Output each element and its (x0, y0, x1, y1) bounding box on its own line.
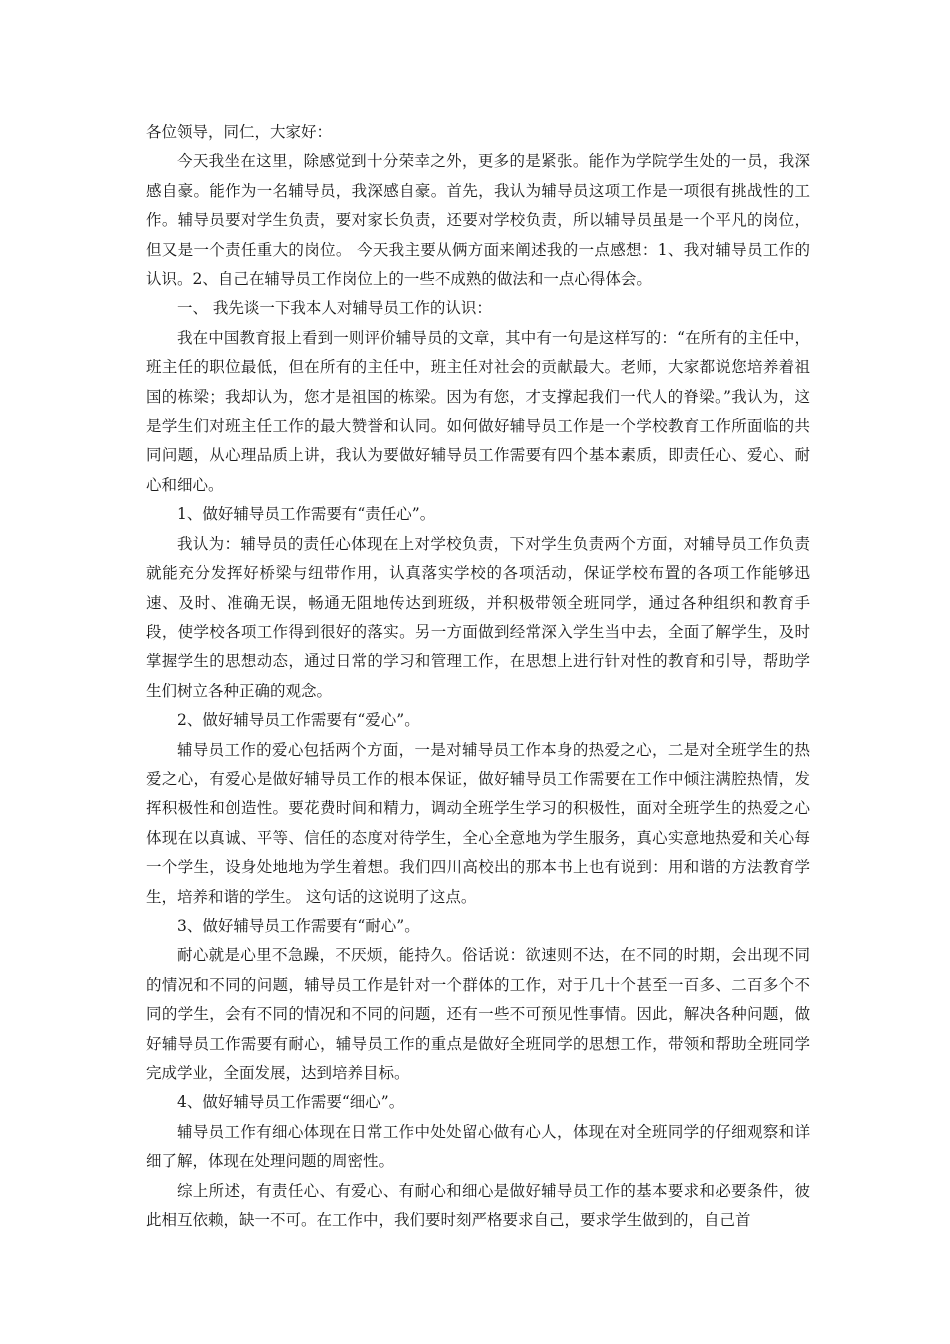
summary-paragraph: 综上所述，有责任心、有爱心、有耐心和细心是做好辅导员工作的基本要求和必要条件，彼此相互依赖，缺一不可。在工作中，我们要时刻严格要求自己，要求学生做到的，自己首 (146, 1181, 810, 1230)
body-paragraph: 辅导员工作有细心体现在日常工作中处处留心做有心人，体现在对全班同学的仔细观察和详细了解，体现在处理问题的周密性。 (146, 1122, 810, 1171)
body-paragraph: 我认为：辅导员的责任心体现在上对学校负责，下对学生负责两个方面，对辅导员工作负责就能充分发挥好桥梁与纽带作用，认真落实学校的各项活动，保证学校布置的各项工作能够迅速、及时、准确无误，畅通无阻地传达到班级，并积极带领全班同学，通过各种组织和教育手段，使学校各项工作得到很好的落实。另一方面做到经常深入学生当中去，全面了解学生，及时掌握学生的思想动态，通过日常的学习和管理工作，在思想上进行针对性的教育和引导，帮助学生们树立各种正确的观念。 (146, 534, 810, 700)
intro-paragraph: 今天我坐在这里，除感觉到十分荣幸之外，更多的是紧张。能作为学院学生处的一员，我深感自豪。能作为一名辅导员，我深感自豪。首先，我认为辅导员这项工作是一项很有挑战性的工作。辅导员要对学生负责，要对家长负责，还要对学校负责，所以辅导员虽是一个平凡的岗位，但又是一个责任重大的岗位。 今天我主要从俩方面来阐述我的一点感想：1、我对辅导员工作的认识。2、自己在辅导员工作岗位上的一些不成熟的做法和一点心得体会。 (146, 152, 810, 289)
subheading-patience: 3、做好辅导员工作需要有“耐心”。 (177, 916, 420, 935)
subheading-carefulness: 4、做好辅导员工作需要“细心”。 (177, 1093, 405, 1112)
document-page (146, 118, 810, 1235)
body-paragraph: 耐心就是心里不急躁，不厌烦，能持久。俗话说：欲速则不达，在不同的时期，会出现不同的情况和不同的问题，辅导员工作是针对一个群体的工作，对于几十个甚至一百多、二百多个不同的学生，会有不同的情况和不同的问题，还有一些不可预见性事情。因此，解决各种问题，做好辅导员工作需要有耐心，辅导员工作的重点是做好全班同学的思想工作，带领和帮助全班同学完成学业，全面发展，达到培养目标。 (146, 946, 810, 1082)
greeting: 各位领导，同仁，大家好： (146, 123, 333, 141)
body-paragraph: 我在中国教育报上看到一则评价辅导员的文章，其中有一句是这样写的：“在所有的主任中，班主任的职位最低，但在所有的主任中，班主任对社会的贡献最大。老师，大家都说您培养着祖国的栋梁；我却认为，您才是祖国的栋梁。因为有您，才支撑起我们一代人的脊梁。”我认为，这是学生们对班主任工作的最大赞誉和认同。如何做好辅导员工作是一个学校教育工作所面临的共同问题，从心理品质上讲，我认为要做好辅导员工作需要有四个基本素质，即责任心、爱心、耐心和细心。 (146, 328, 810, 494)
subheading-responsibility: 1、做好辅导员工作需要有“责任心”。 (177, 505, 436, 524)
section-heading-1: 一、 我先谈一下我本人对辅导员工作的认识： (177, 299, 492, 318)
subheading-love: 2、做好辅导员工作需要有“爱心”。 (177, 711, 420, 730)
body-paragraph: 辅导员工作的爱心包括两个方面，一是对辅导员工作本身的热爱之心，二是对全班学生的热爱之心，有爱心是做好辅导员工作的根本保证，做好辅导员工作需要在工作中倾注满腔热情，发挥积极性和创造性。要花费时间和精力，调动全班学生学习的积极性，面对全班学生的热爱之心体现在以真诚、平等、信任的态度对待学生，全心全意地为学生服务，真心实意地热爱和关心每一个学生，设身处地地为学生着想。我们四川高校出的那本书上也有说到：用和谐的方法教育学生，培养和谐的学生。 这句话的这说明了这点。 (146, 740, 810, 906)
